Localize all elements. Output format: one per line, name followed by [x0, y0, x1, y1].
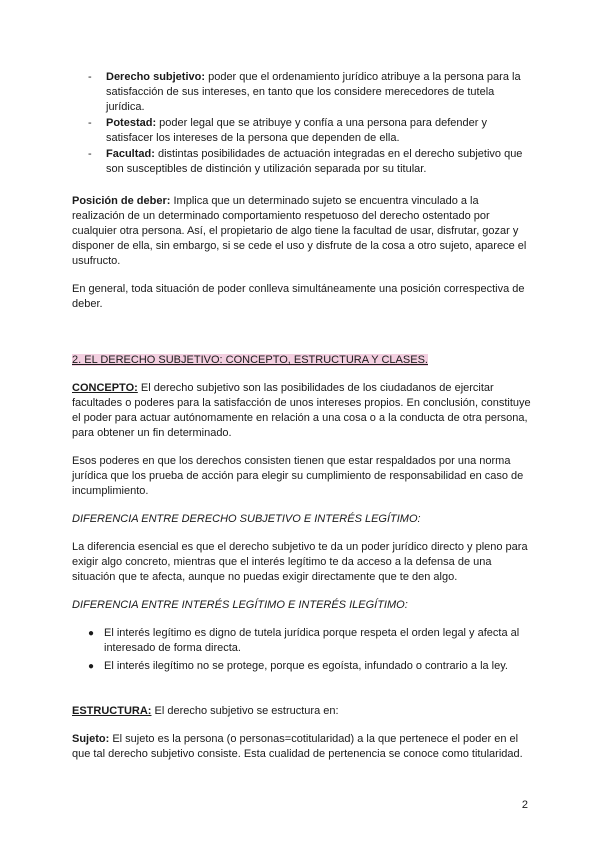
- dash-marker: -: [88, 117, 92, 129]
- interes-bullet-list: [72, 626, 532, 674]
- concepto-paragraph: [72, 381, 532, 441]
- list-item: [88, 116, 532, 146]
- list-item: [88, 147, 532, 177]
- term-concepto: CONCEPTO:: [72, 382, 138, 394]
- definition-text: poder que el ordenamiento jurídico atribuye a la persona para la satisfacción de sus intereses, en tanto que los considere merecedores de tutela jurídica.: [106, 71, 521, 113]
- term-derecho-subjetivo: Derecho subjetivo:: [106, 71, 206, 83]
- paragraph-text: El derecho subjetivo son las posibilidades de los ciudadanos de ejercitar facultades o poderes para la satisfacción de unos intereses propios. En conclusión, constituye el poder para actuar autónomamente en relación a una cosa o a la conducta de otra persona, para obtener un fin determinado.: [72, 382, 531, 439]
- list-item: [88, 659, 532, 674]
- dash-marker: -: [88, 148, 92, 160]
- term-sujeto: Sujeto:: [72, 733, 110, 745]
- subheading-legitimo-vs-ilegitimo: DIFERENCIA ENTRE INTERÉS LEGÍTIMO E INTERÉS ILEGÍTIMO:: [72, 599, 408, 611]
- subheading-derecho-vs-interes: DIFERENCIA ENTRE DERECHO SUBJETIVO E INTERÉS LEGÍTIMO:: [72, 513, 421, 525]
- paragraph-text: Implica que un determinado sujeto se encuentra vinculado a la realización de un determinado comportamiento respetuoso del derecho ostentado por cualquier otra persona. Así, el propietario de algo tiene la facultad de usar, disfrutar, gozar y disponer de ella, sin embargo, si se cede el uso y disfrute de la cosa a otro sujeto, aparece el usufructo.: [72, 195, 527, 267]
- paragraph-text: El derecho subjetivo se estructura en:: [151, 705, 339, 717]
- list-item: [88, 70, 532, 115]
- term-posicion-de-deber: Posición de deber:: [72, 195, 171, 207]
- diferencia-paragraph: La diferencia esencial es que el derecho subjetivo te da un poder jurídico directo y pleno para exigir algo concreto, mientras que el interés legítimo te da acceso a la defensa de una situación que te afecta, aunque no puedas exigir directamente que te den algo.: [72, 541, 528, 583]
- term-facultad: Facultad:: [106, 148, 155, 160]
- definition-text: poder legal que se atribuye y confía a una persona para defender y satisfacer los intereses de la persona que dependen de ella.: [106, 117, 487, 144]
- paragraph-text: El sujeto es la persona (o personas=cotitularidad) a la que pertenece el poder en el que tal derecho subjetivo consiste. Esta cualidad de pertenencia se conoce como titularidad.: [72, 733, 523, 760]
- esos-poderes-paragraph: Esos poderes en que los derechos consisten tienen que estar respaldados por una norma jurídica que los prueba de acción para elegir su cumplimiento de responsabilidad en caso de incumplimiento.: [72, 455, 524, 497]
- definitions-list: [72, 70, 532, 177]
- bullet-icon: ●: [88, 661, 95, 672]
- sujeto-paragraph: [72, 732, 532, 762]
- dash-marker: -: [88, 71, 92, 83]
- bullet-text: El interés ilegítimo no se protege, porque es egoísta, infundado o contrario a la ley.: [104, 660, 508, 672]
- term-estructura: ESTRUCTURA:: [72, 705, 152, 717]
- section-heading: [72, 353, 532, 368]
- term-potestad: Potestad:: [106, 117, 157, 129]
- definition-text: distintas posibilidades de actuación integradas en el derecho subjetivo que son susceptibles de distinción y utilización separada por su titular.: [106, 148, 523, 175]
- general-paragraph: En general, toda situación de poder conlleva simultáneamente una posición correspectiva de deber.: [72, 283, 525, 310]
- bullet-text: El interés legítimo es digno de tutela jurídica porque respeta el orden legal y afecta al interesado de forma directa.: [104, 627, 520, 654]
- document-page: [72, 70, 532, 762]
- list-item: [88, 626, 532, 656]
- section-heading-text: 2. EL DERECHO SUBJETIVO: CONCEPTO, ESTRUCTURA Y CLASES.: [72, 354, 428, 366]
- estructura-paragraph: [72, 704, 532, 719]
- page-number: 2: [521, 799, 528, 811]
- bullet-icon: ●: [88, 628, 95, 639]
- posicion-de-deber-paragraph: [72, 194, 532, 269]
